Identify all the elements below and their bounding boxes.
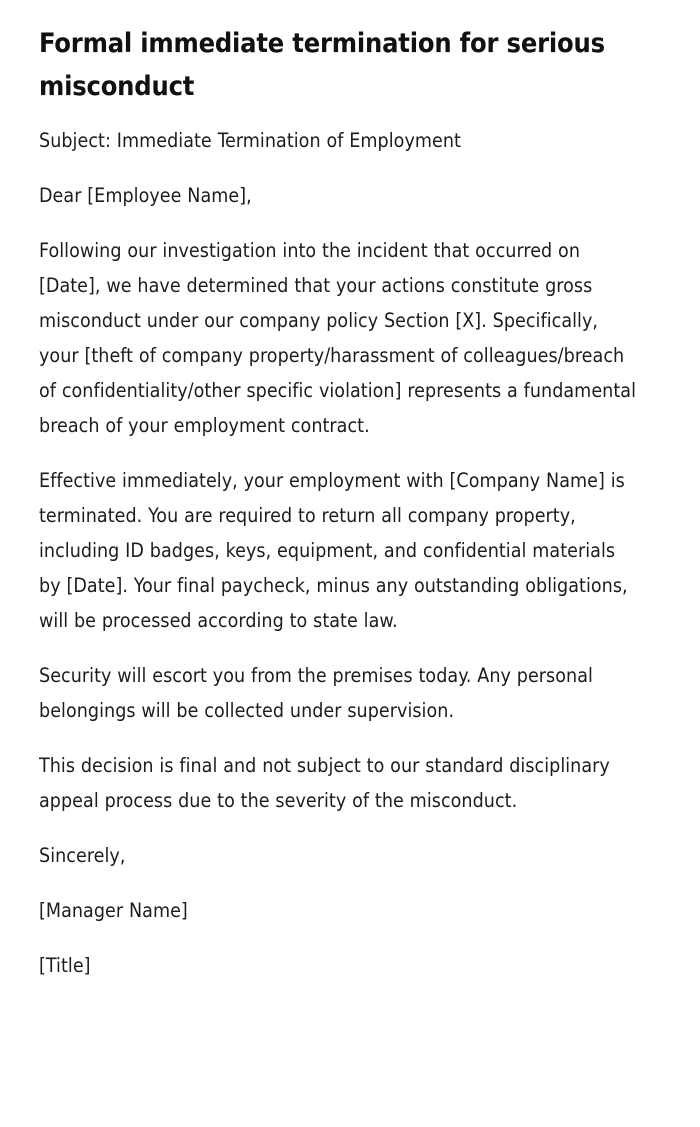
paragraph-security-escort: Security will escort you from the premises today. Any personal belongings will be collected under supervision.: [39, 664, 593, 722]
closing-salutation: Sincerely,: [39, 844, 126, 867]
paragraph-final-decision: This decision is final and not subject to our standard disciplinary appeal process due to the severity of the misconduct.: [39, 754, 610, 812]
document-body: [39, 123, 639, 983]
signature-title: [Title]: [39, 954, 91, 977]
paragraph-termination-terms: Effective immediately, your employment with [Company Name] is terminated. You are required to return all company property, including ID badges, keys, equipment, and confidential materials by [Date]. Your final paycheck, minus any outstanding obligations, will be processed according to state law.: [39, 469, 628, 632]
signature-manager-name: [Manager Name]: [39, 899, 188, 922]
subject-line: Subject: Immediate Termination of Employment: [39, 129, 461, 152]
salutation: Dear [Employee Name],: [39, 184, 252, 207]
page-title: Formal immediate termination for serious misconduct: [39, 28, 605, 102]
paragraph-investigation-findings: Following our investigation into the incident that occurred on [Date], we have determined that your actions constitute gross misconduct under our company policy Section [X]. Specifically, your [theft of company property/harassment of colleagues/breach of confidentiality/other specific violation] represents a fundamental breach of your employment contract.: [39, 239, 636, 437]
